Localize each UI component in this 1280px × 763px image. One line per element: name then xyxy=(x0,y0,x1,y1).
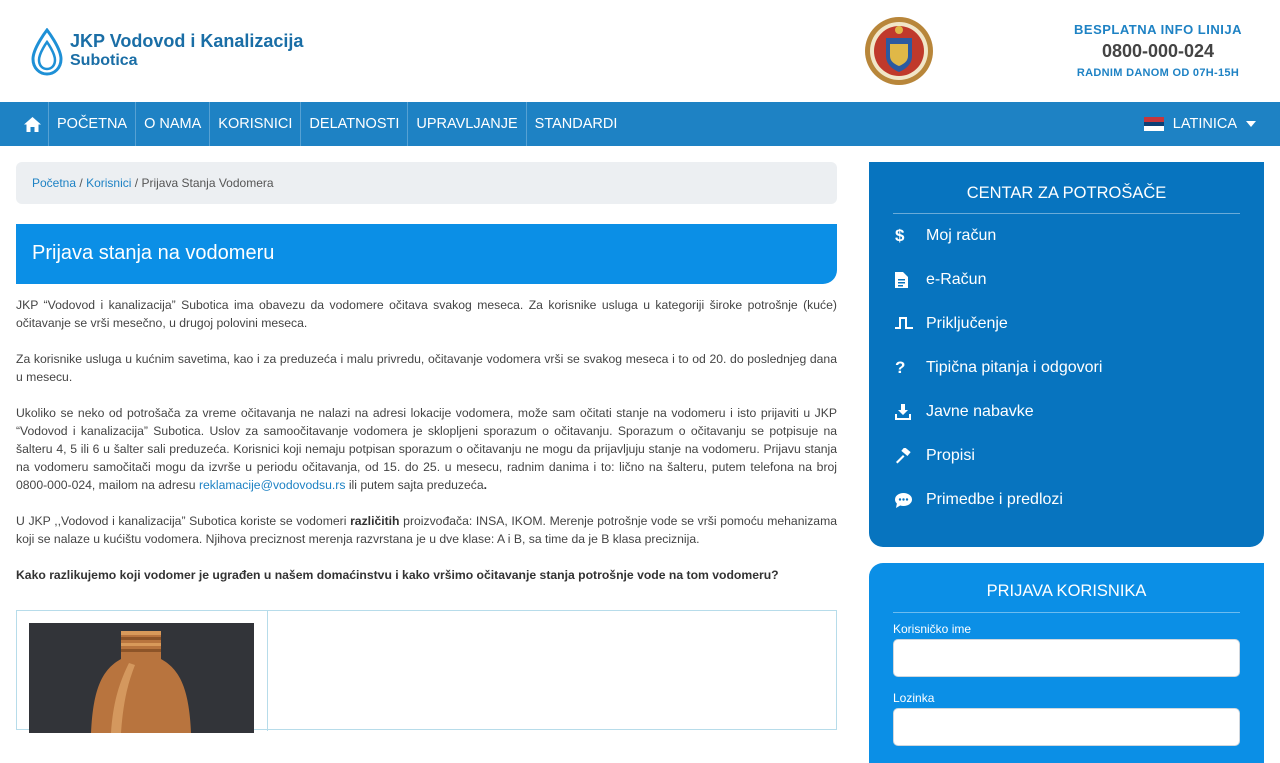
password-field[interactable] xyxy=(893,708,1240,746)
paragraph-5-bold: Kako razlikujemo koji vodomer je ugrađen u našem domaćinstvu i kako vršimo očitavanje stanja potrošnje vode na tom vodomeru? xyxy=(16,568,779,582)
breadcrumb-current: Prijava Stanja Vodomera xyxy=(141,176,274,190)
sidebar-item-label: Primedbe i predlozi xyxy=(926,491,1063,508)
site-logo[interactable] xyxy=(30,28,303,76)
sidebar-item-label: Moj račun xyxy=(926,227,997,244)
password-label: Lozinka xyxy=(893,691,935,705)
page-title: Prijava stanja na vodomeru xyxy=(32,242,275,264)
site-header xyxy=(0,0,1280,102)
main-nav xyxy=(0,102,1280,146)
consumer-center-title: CENTAR ZA POTROŠAČE xyxy=(893,162,1240,214)
nav-item-korisnici[interactable]: KORISNICI xyxy=(209,102,300,146)
paragraph-2: Za korisnike usluga u kućnim savetima, kao i za preduzeća i malu privredu, očitavanje vodomera vrši se svakog meseca i to od 20. do poslednjeg dana u mesecu. xyxy=(16,352,837,384)
download-icon xyxy=(893,402,926,422)
sidebar-item-label: Priključenje xyxy=(926,315,1008,332)
paragraph-4 xyxy=(16,512,837,548)
paragraph-4-text-end: proizvođača: INSA, IKOM. Merenje potrošnje vode se vrši pomoću mehanizama koji se nalaze u kućištu vodomera. Njihova preciznost merenja razvrstana je u dve klase: A i B, sa time da je B klasa preciznija. xyxy=(16,514,837,546)
paragraph-1: JKP “Vodovod i kanalizacija” Subotica ima obavezu da vodomere očitava svakog meseca. Za korisnike usluga u kategoriji široke potrošnje (kuće) očitavanje se vrši mesečno, u drugoj polovini meseca. xyxy=(16,298,837,330)
logo-subtitle: Subotica xyxy=(70,52,138,69)
paragraph-4-text: U JKP ,,Vodovod i kanalizacija” Subotica koriste se vodomeri xyxy=(16,514,351,528)
sidebar-item-label: Propisi xyxy=(926,447,975,464)
nav-item-standardi[interactable]: STANDARDI xyxy=(526,102,626,146)
table-divider xyxy=(267,611,268,731)
city-crest-icon xyxy=(864,16,934,86)
paragraph-4-bold: različitih xyxy=(350,514,400,528)
sidebar-item-propisi[interactable] xyxy=(893,434,1240,478)
nav-item-pocetna[interactable]: POČETNA xyxy=(48,102,135,146)
language-selector[interactable] xyxy=(1144,102,1256,146)
sidebar-item-e-racun[interactable] xyxy=(893,258,1240,302)
sidebar-item-label: Javne nabavke xyxy=(926,403,1034,420)
info-line-label: BESPLATNA INFO LINIJA xyxy=(1074,22,1242,37)
username-label: Korisničko ime xyxy=(893,622,972,636)
breadcrumb-korisnici[interactable]: Korisnici xyxy=(86,176,132,190)
connection-icon xyxy=(893,314,926,334)
nav-item-upravljanje[interactable]: UPRAVLJANJE xyxy=(407,102,525,146)
water-meter-photo xyxy=(29,623,254,733)
language-label: LATINICA xyxy=(1172,116,1237,132)
article-content xyxy=(16,296,837,602)
sidebar-item-primedbe[interactable] xyxy=(893,478,1240,522)
sidebar-item-label: e-Račun xyxy=(926,271,987,288)
home-icon xyxy=(24,117,41,132)
document-icon xyxy=(893,270,926,290)
nav-item-o-nama[interactable]: O NAMA xyxy=(135,102,209,146)
paragraph-3-text-end: ili putem sajta preduzeća xyxy=(345,478,484,492)
info-line-phone[interactable]: 0800-000-024 xyxy=(1101,41,1215,61)
water-drop-icon xyxy=(30,28,64,76)
sidebar-item-prikljucenje[interactable] xyxy=(893,302,1240,346)
logo-title: JKP Vodovod i Kanalizacija xyxy=(70,31,304,51)
info-line-hours: RADNIM DANOM OD 07H-15H xyxy=(1076,67,1240,79)
sidebar-item-pitanja[interactable] xyxy=(893,346,1240,390)
question-icon: ? xyxy=(895,358,906,377)
nav-item-delatnosti[interactable]: DELATNOSTI xyxy=(300,102,407,146)
consumer-center-panel xyxy=(869,162,1264,547)
comment-icon xyxy=(893,490,926,510)
email-link[interactable]: reklamacije@vodovodsu.rs xyxy=(198,478,346,492)
sidebar-item-javne-nabavke[interactable] xyxy=(893,390,1240,434)
water-meter-image xyxy=(29,623,254,733)
login-title: PRIJAVA KORISNIKA xyxy=(893,563,1240,613)
chevron-down-icon xyxy=(1246,121,1256,127)
serbia-flag-icon xyxy=(1144,117,1164,131)
sidebar-item-moj-racun[interactable] xyxy=(893,214,1240,258)
gavel-icon xyxy=(893,446,926,466)
dollar-icon: $ xyxy=(895,226,905,245)
page-title-box xyxy=(16,224,837,284)
paragraph-5 xyxy=(16,566,837,584)
paragraph-3-period: . xyxy=(483,478,488,492)
sidebar-item-label: Tipična pitanja i odgovori xyxy=(926,359,1103,376)
nav-home[interactable] xyxy=(16,102,48,146)
username-field[interactable] xyxy=(893,639,1240,677)
login-panel xyxy=(869,563,1264,763)
paragraph-3-text: Ukoliko se neko od potrošača za vreme očitavanja ne nalazi na adresi lokacije vodomera, može sam očitati stanje na vodomeru i isto prijaviti u JKP “Vodovod i kanalizacija” Subotica. Uslov za samoočitavanje vodomera je sklopljeni sporazum o očitavanju. Sporazum o očitavanju se potpisuje na šalteru 4, 5 ili 6 u šalter sali preduzeća. Korisnici koji nemaju potpisan sporazum o očitavanju ne mogu da prijavljuju stanje na vodomeru. Prijavu stanja na vodomeru samočitači mogu da izvrše u periodu očitavanja, od 15. do 25. u mesecu, radnim danima i to: lično na šalteru, putem telefona na broj 0800-000-024, mailom na adresu xyxy=(16,406,837,492)
breadcrumb-separator: / xyxy=(79,176,83,190)
meter-table xyxy=(16,610,837,730)
breadcrumb-separator: / xyxy=(134,176,139,190)
info-line xyxy=(1068,22,1248,79)
breadcrumb xyxy=(16,162,837,204)
paragraph-3 xyxy=(16,404,837,494)
breadcrumb-home[interactable]: Početna xyxy=(32,176,77,190)
